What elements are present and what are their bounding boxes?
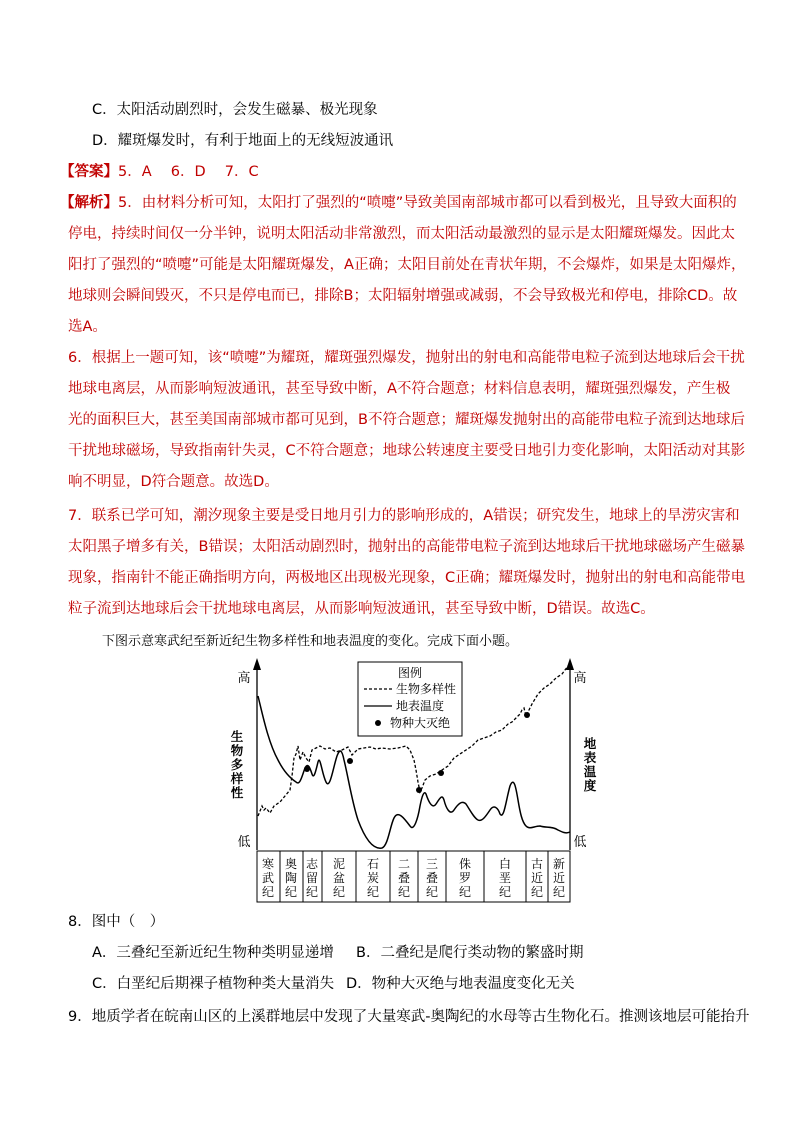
biodiversity-temperature-figure <box>0 650 794 910</box>
period-carboniferous <box>367 857 379 899</box>
svg-text:武: 武 <box>261 871 275 885</box>
svg-text:纪: 纪 <box>305 885 319 899</box>
right-axis-low: 低 <box>573 835 587 850</box>
svg-text:度: 度 <box>583 778 597 793</box>
analysis-q5-line-5: 选A。 <box>68 319 107 335</box>
analysis-q5-line-4: 地球则会瞬间毁灭，不只是停电而已，排除B；太阳辐射增强或减弱，不会导致极光和停电，排除CD。故 <box>68 288 738 304</box>
period-cambrian <box>262 856 274 899</box>
svg-text:物: 物 <box>230 743 244 758</box>
analysis-text: 5．由材料分析可知，太阳打了强烈的“喷嚏”导致美国南部城市都可以看到极光，且导致大面积的 <box>118 195 737 211</box>
extinction-point <box>416 787 422 793</box>
svg-text:留: 留 <box>305 871 319 885</box>
q8-option-b: B．二叠纪是爬行类动物的繁盛时期 <box>356 945 584 961</box>
analysis-q6-line-5: 响不明显，D符合题意。故选D。 <box>68 474 279 490</box>
svg-text:石: 石 <box>366 857 380 871</box>
svg-text:多: 多 <box>230 757 244 772</box>
extinction-point <box>304 766 310 772</box>
analysis-q6-line-3: 光的面积巨大，甚至美国南部城市都可见到，B不符合题意；耀斑爆发抛射出的高能带电粒子流到达地球后 <box>68 412 745 428</box>
svg-text:炭: 炭 <box>366 871 380 885</box>
q8-stem: 8．图中（ ） <box>68 914 165 930</box>
svg-text:奥: 奥 <box>284 857 298 871</box>
right-axis-label <box>584 736 597 793</box>
period-cretaceous <box>499 857 511 899</box>
right-axis-arrow <box>566 658 574 670</box>
answer-line <box>60 162 259 182</box>
extinction-point <box>347 758 353 764</box>
option-c: C．太阳活动剧烈时，会发生磁暴、极光现象 <box>92 102 378 118</box>
svg-text:纪: 纪 <box>397 885 411 899</box>
svg-text:纪: 纪 <box>530 885 544 899</box>
svg-text:纪: 纪 <box>425 885 439 899</box>
svg-text:寒: 寒 <box>261 857 275 871</box>
answer-label: 【答案】 <box>60 164 118 180</box>
svg-text:表: 表 <box>583 750 597 765</box>
svg-text:生: 生 <box>230 729 244 744</box>
svg-text:二: 二 <box>397 857 411 871</box>
svg-text:白: 白 <box>498 857 512 871</box>
answer-text: 5．A 6．D 7．C <box>118 164 259 180</box>
svg-text:侏: 侏 <box>458 857 472 871</box>
analysis-q5-line-1 <box>60 193 737 213</box>
extinction-point <box>524 712 530 718</box>
analysis-q5-line-2: 停电，持续时间仅一分半钟，说明太阳活动非常激烈，而太阳活动最激烈的显示是太阳耀斑爆发。因此太 <box>68 226 735 242</box>
svg-text:纪: 纪 <box>458 885 472 899</box>
svg-text:古: 古 <box>530 857 544 871</box>
figure-caption: 下图示意寒武纪至新近纪生物多样性和地表温度的变化。完成下面小题。 <box>102 634 519 649</box>
left-axis-low: 低 <box>237 835 251 850</box>
q8-option-a: A．三叠纪至新近纪生物种类明显递增 <box>92 945 334 961</box>
period-permian <box>398 857 410 899</box>
period-neogene <box>553 857 565 899</box>
legend-extinction: 物种大灭绝 <box>390 716 451 730</box>
right-axis-high: 高 <box>573 671 587 686</box>
svg-text:纪: 纪 <box>552 885 566 899</box>
analysis-q7-line-4: 粒子流到达地球后会干扰地球电离层，从而影响短波通讯，甚至导致中断，D错误。故选C。 <box>68 601 655 617</box>
left-axis-label <box>230 729 244 800</box>
svg-text:纪: 纪 <box>284 885 298 899</box>
q9-stem: 9．地质学者在皖南山区的上溪群地层中发现了大量寒武-奥陶纪的水母等古生物化石。推测该地层可能抬升 <box>68 1009 750 1025</box>
legend-temperature: 地表温度 <box>396 699 445 713</box>
svg-text:样: 样 <box>230 771 244 786</box>
svg-text:陶: 陶 <box>284 871 298 885</box>
svg-text:纪: 纪 <box>498 885 512 899</box>
svg-text:叠: 叠 <box>425 871 439 885</box>
analysis-q6-line-1: 6．根据上一题可知，该“喷嚏”为耀斑，耀斑强烈爆发，抛射出的射电和高能带电粒子流到达地球后会干扰 <box>68 350 745 366</box>
svg-text:近: 近 <box>530 871 544 885</box>
period-devonian <box>333 857 345 899</box>
svg-text:纪: 纪 <box>332 885 346 899</box>
svg-text:罗: 罗 <box>458 871 472 885</box>
svg-text:叠: 叠 <box>397 871 411 885</box>
left-axis-high: 高 <box>237 671 251 686</box>
svg-text:盆: 盆 <box>332 871 346 885</box>
svg-text:地: 地 <box>583 736 597 751</box>
extinction-point <box>438 770 444 776</box>
svg-text:新: 新 <box>552 857 566 871</box>
analysis-q7-line-1: 7．联系已学可知，潮汐现象主要是受日地月引力的影响形成的，A错误；研究发生，地球上的旱涝灾害和 <box>68 508 740 524</box>
option-d: D．耀斑爆发时，有利于地面上的无线短波通讯 <box>92 133 394 149</box>
period-strip <box>257 851 570 902</box>
svg-text:性: 性 <box>230 785 244 800</box>
analysis-q6-line-4: 干扰地球磁场，导致指南针失灵，C不符合题意；地球公转速度主要受日地引力变化影响，太阳活动对其影 <box>68 443 746 459</box>
period-silurian <box>306 856 319 899</box>
period-triassic <box>426 857 438 899</box>
period-ordovician <box>285 856 297 899</box>
svg-text:志: 志 <box>305 857 319 871</box>
period-jurassic <box>459 856 471 899</box>
legend-biodiversity: 生物多样性 <box>396 682 457 696</box>
left-axis-arrow <box>253 658 261 670</box>
analysis-q7-line-2: 太阳黑子增多有关，B错误；太阳活动剧烈时，抛射出的高能带电粒子流到达地球后干扰地球磁场产生磁暴 <box>68 539 745 555</box>
legend-dot <box>375 720 381 726</box>
q8-option-d: D．物种大灭绝与地表温度变化无关 <box>346 976 575 992</box>
period-paleogene <box>531 856 543 899</box>
svg-text:三: 三 <box>425 857 439 871</box>
analysis-q7-line-3: 现象，指南针不能正确指明方向，两极地区出现极光现象，C正确；耀斑爆发时，抛射出的射电和高能带电 <box>68 570 746 586</box>
svg-text:垩: 垩 <box>498 871 512 885</box>
analysis-q6-line-2: 地球电离层，从而影响短波通讯，甚至导致中断，A不符合题意；材料信息表明，耀斑强烈爆发，产生极 <box>68 381 731 397</box>
svg-text:温: 温 <box>583 764 597 779</box>
q8-option-c: C．白垩纪后期裸子植物种类大量消失 <box>92 976 335 992</box>
svg-text:纪: 纪 <box>261 885 275 899</box>
analysis-q5-line-3: 阳打了强烈的“喷嚏”可能是太阳耀斑爆发，A正确；太阳目前处在青状年期，不会爆炸，如果是太阳爆炸， <box>68 257 746 273</box>
svg-text:泥: 泥 <box>332 857 346 871</box>
svg-text:纪: 纪 <box>366 885 380 899</box>
legend-title: 图例 <box>397 666 423 680</box>
svg-text:近: 近 <box>552 871 566 885</box>
analysis-label: 【解析】 <box>60 195 118 211</box>
